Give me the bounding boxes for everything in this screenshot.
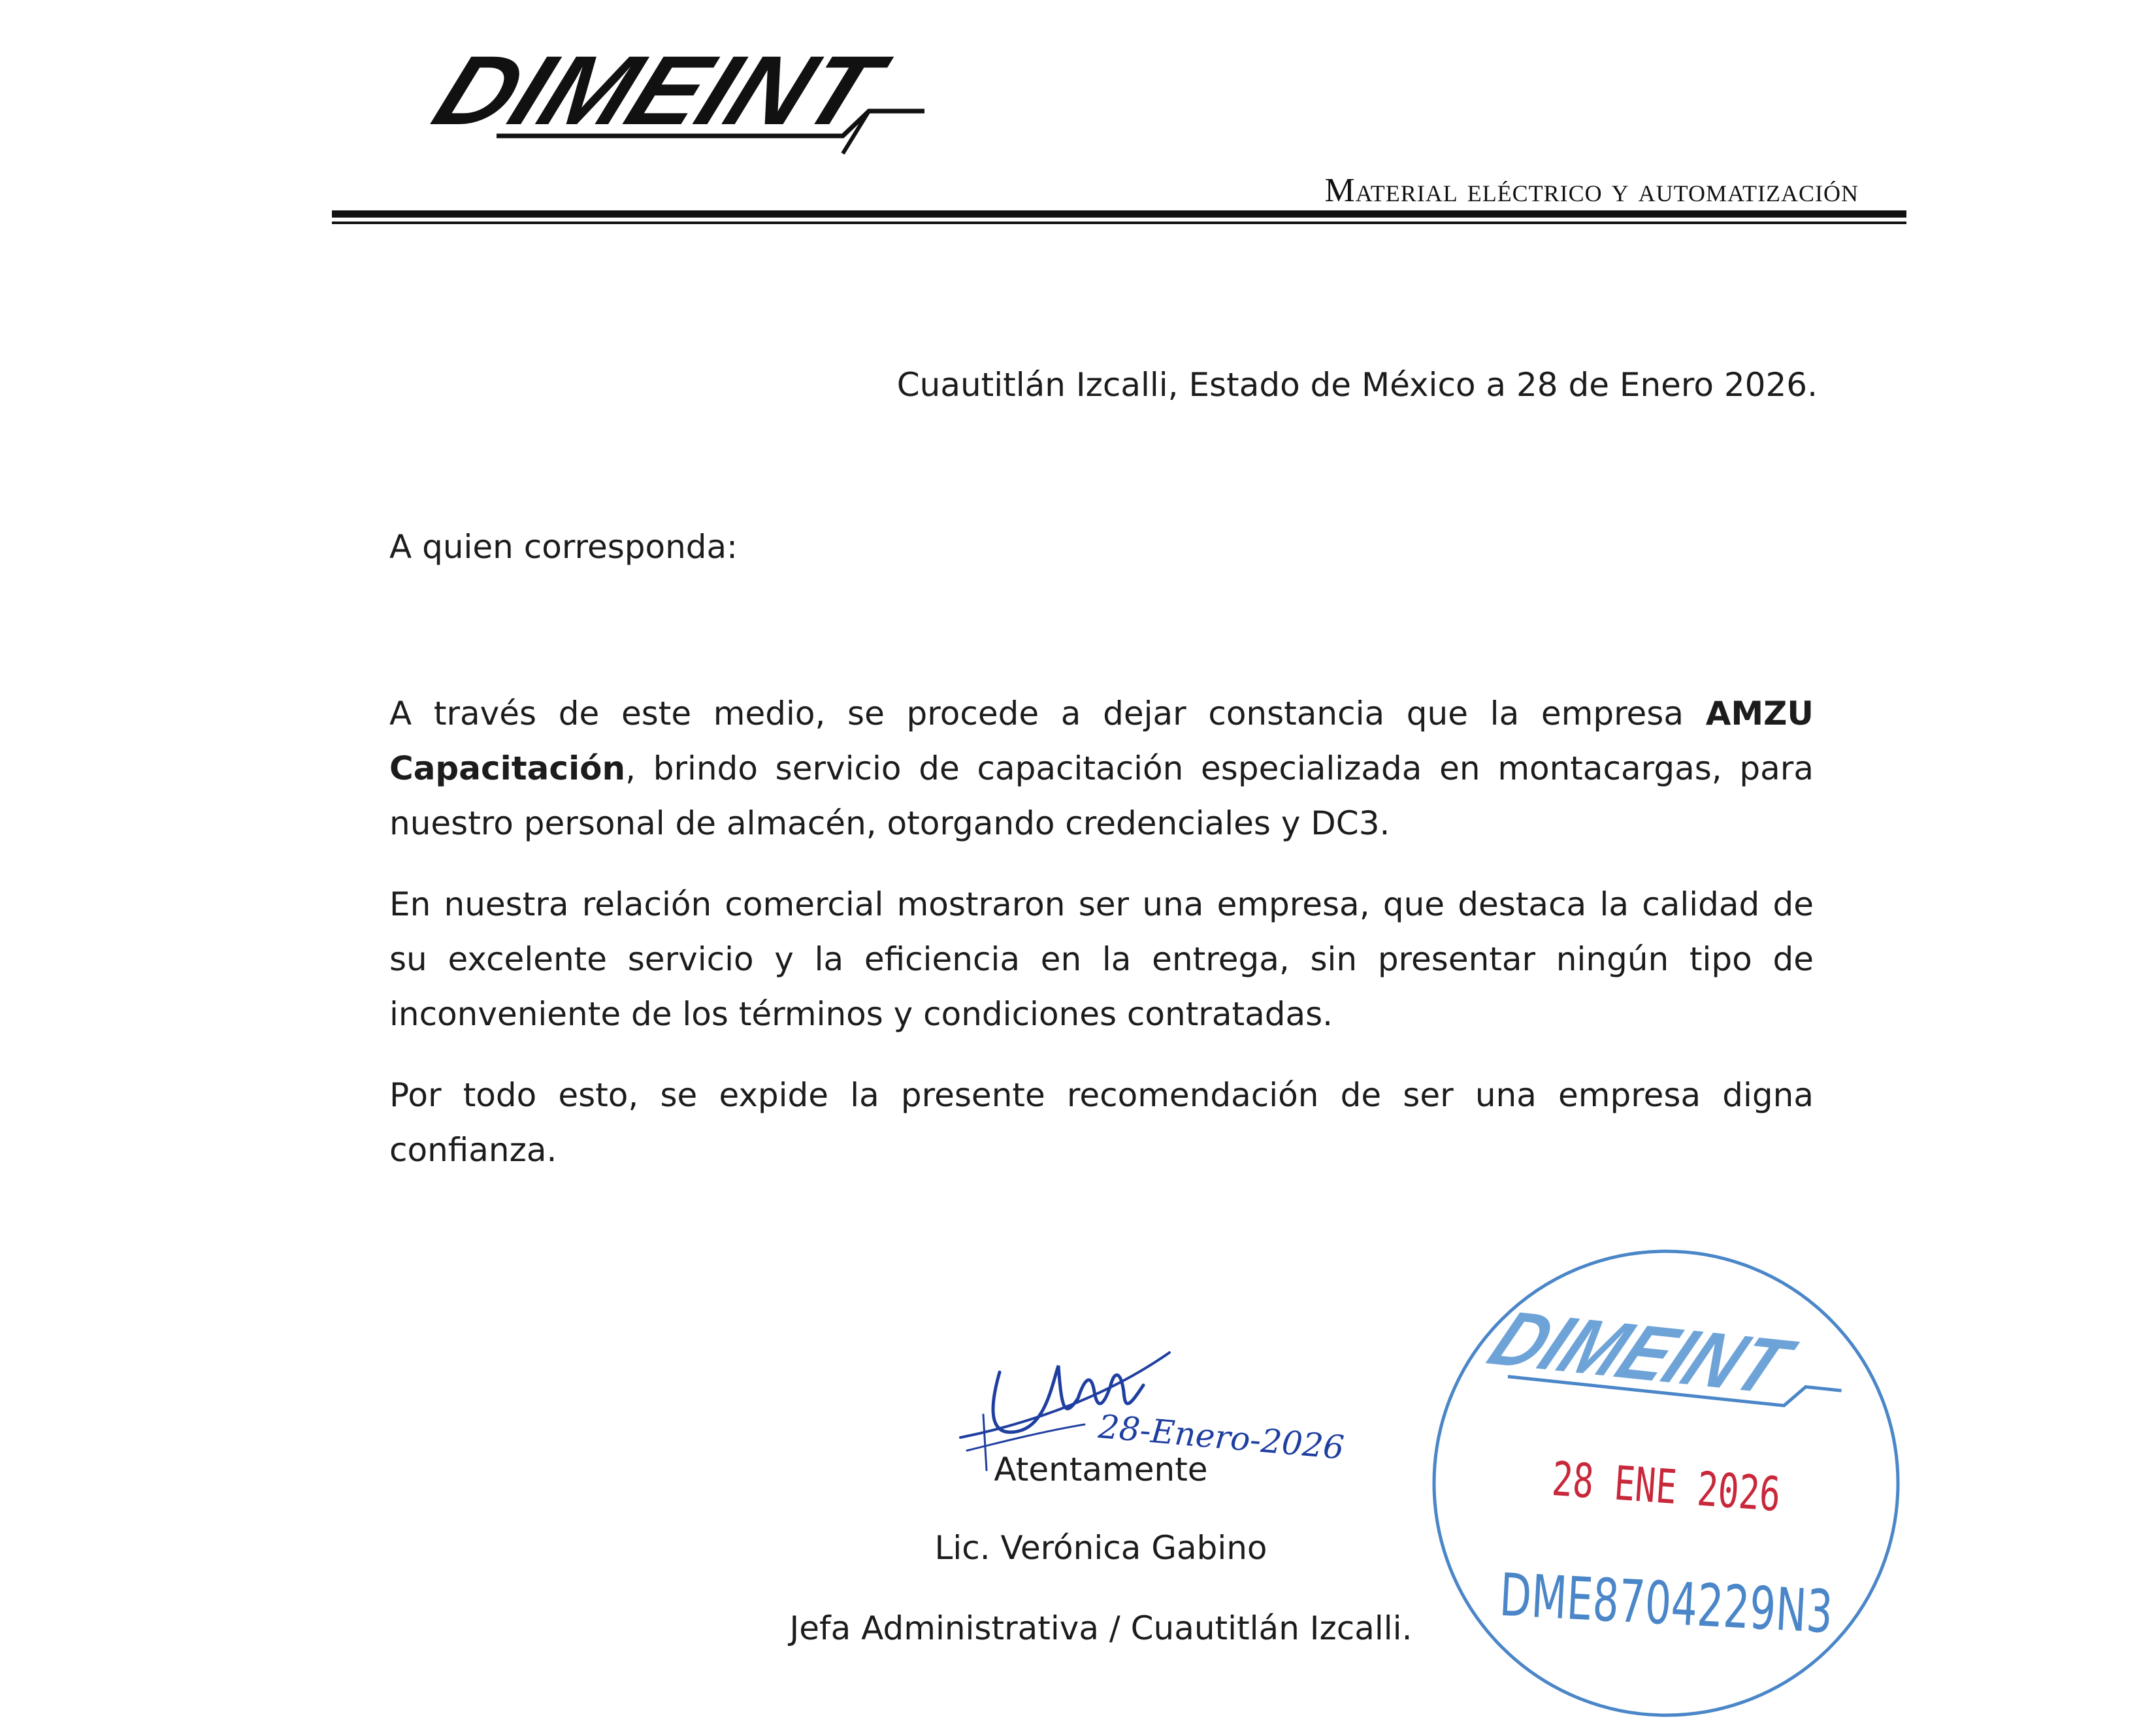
letterhead-tagline: Material eléctrico y automatización xyxy=(1324,172,1859,209)
dateline: Cuautitlán Izcalli, Estado de México a 28 de Enero 2026. xyxy=(896,366,1818,404)
salutation: A quien corresponda: xyxy=(389,528,738,566)
closing-word: Atentamente xyxy=(994,1451,1208,1488)
stamp-rfc: DME8704229N3 xyxy=(1497,1560,1978,1654)
letterhead-rule xyxy=(332,210,1906,218)
stamp-logo-text: DIMEINT xyxy=(1476,1296,1838,1413)
company-logo xyxy=(418,20,954,150)
paragraph-1-rest: , brindo servicio de capacitación especializada en montacargas, para nuestro personal de almacén, otorgando credenciales y DC3. xyxy=(389,749,1814,842)
letterhead-rule-thin xyxy=(332,222,1906,224)
handwritten-date: 28-Enero-2026 xyxy=(1096,1407,1346,1467)
paragraph-2: En nuestra relación comercial mostraron ser una empresa, que destaca la calidad de su excelente servicio y la eficiencia en la entrega, sin presentar ningún tipo de inconveniente de los términos y condiciones contratadas. xyxy=(389,885,1814,1033)
letter-body xyxy=(389,686,1814,1204)
stamp-date: 28 ENE 2026 xyxy=(1550,1451,1865,1528)
company-name-bold: AMZU Capacitación xyxy=(389,695,1814,787)
paragraph-3: Por todo esto, se expide la presente recomendación de ser una empresa digna confianza. xyxy=(389,1076,1814,1169)
signer-name: Lic. Verónica Gabino xyxy=(934,1529,1267,1567)
logo-text: DIMEINT xyxy=(419,36,867,146)
paragraph-1 xyxy=(389,686,1814,851)
company-stamp xyxy=(1424,1241,1978,1725)
paragraph-1-intro: A través de este medio, se procede a dejar constancia que la empresa xyxy=(389,695,1706,732)
signer-title: Jefa Administrativa / Cuautitlán Izcalli. xyxy=(789,1609,1413,1647)
